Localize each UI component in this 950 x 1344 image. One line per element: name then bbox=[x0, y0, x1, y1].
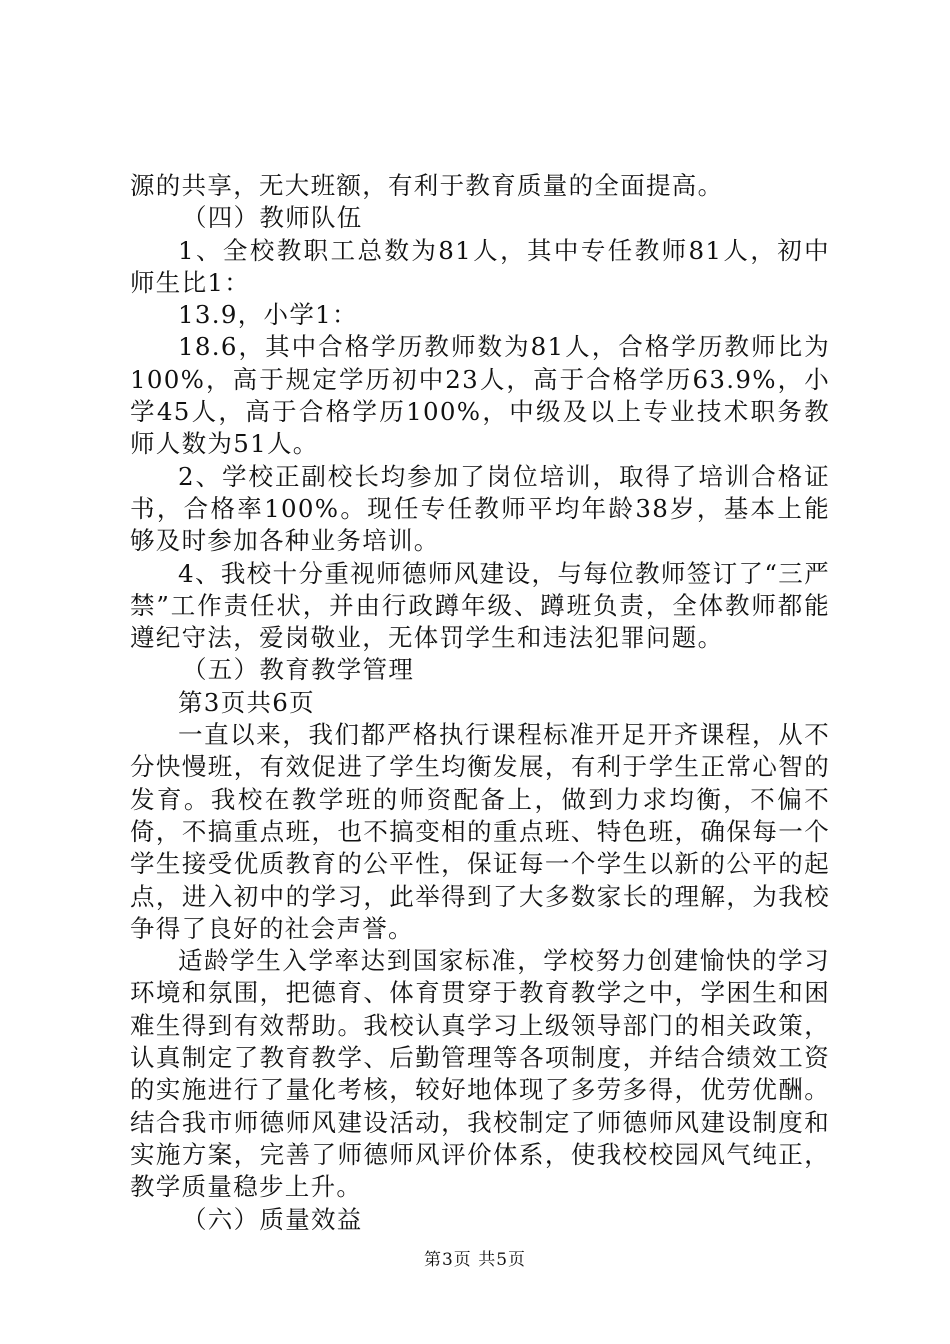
inline-page-marker: 第3页共6页 bbox=[178, 687, 315, 717]
section-heading-quality: （六）质量效益 bbox=[182, 1204, 363, 1234]
section-heading-teachers: （四）教师队伍 bbox=[182, 203, 363, 233]
paragraph-ratio: 13.9，小学1： bbox=[178, 300, 358, 330]
paragraph-qualifications: 18.6，其中合格学历教师数为81人，合格学历教师比为100%，高于规定学历初中23人，高于合格学历63.9%，小学45人，高于合格学历100%，中级及以上专业技术职务教师人数为51人。 bbox=[130, 332, 830, 459]
page-footer: 第3页 共5页 bbox=[423, 1250, 527, 1270]
paragraph-continuation: 源的共享，无大班额，有利于教育质量的全面提高。 bbox=[130, 171, 724, 200]
paragraph-curriculum: 一直以来，我们都严格执行课程标准开足开齐课程，从不分快慢班，有效促进了学生均衡发展，有利于学生正常心智的发育。我校在教学班的师资配备上，做到力求均衡，不偏不倚，不搞重点班，也不搞变相的重点班、特色班，确保每一个学生接受优质教育的公平性，保证每一个学生以新的公平的起点，进入初中的学习，此举得到了大多数家长的理解，为我校争得了良好的社会声誉。 bbox=[130, 720, 830, 943]
paragraph-enrollment: 适龄学生入学率达到国家标准，学校努力创建愉快的学习环境和氛围，把德育、体育贯穿于教育教学之中，学困生和困难生得到有效帮助。我校认真学习上级领导部门的相关政策，认真制定了教育教学、后勤管理等各项制度，并结合绩效工资的实施进行了量化考核，较好地体现了多劳多得，优劳优酬。结合我市师德师风建设活动，我校制定了师德师风建设制度和实施方案，完善了师德师风评价体系，使我校校园风气纯正，教学质量稳步上升。 bbox=[130, 946, 830, 1202]
section-heading-management: （五）教育教学管理 bbox=[182, 655, 415, 685]
paragraph-training: 2、学校正副校长均参加了岗位培训，取得了培训合格证书，合格率100%。现任专任教师平均年龄38岁，基本上能够及时参加各种业务培训。 bbox=[130, 461, 830, 556]
document-body bbox=[130, 170, 830, 1236]
paragraph-staff-count: 1、全校教职工总数为81人，其中专任教师81人，初中师生比1： bbox=[130, 235, 830, 297]
paragraph-ethics: 4、我校十分重视师德师风建设，与每位教师签订了“三严禁”工作责任状，并由行政蹲年级、蹲班负责，全体教师都能遵纪守法，爱岗敬业，无体罚学生和违法犯罪问题。 bbox=[130, 558, 830, 653]
